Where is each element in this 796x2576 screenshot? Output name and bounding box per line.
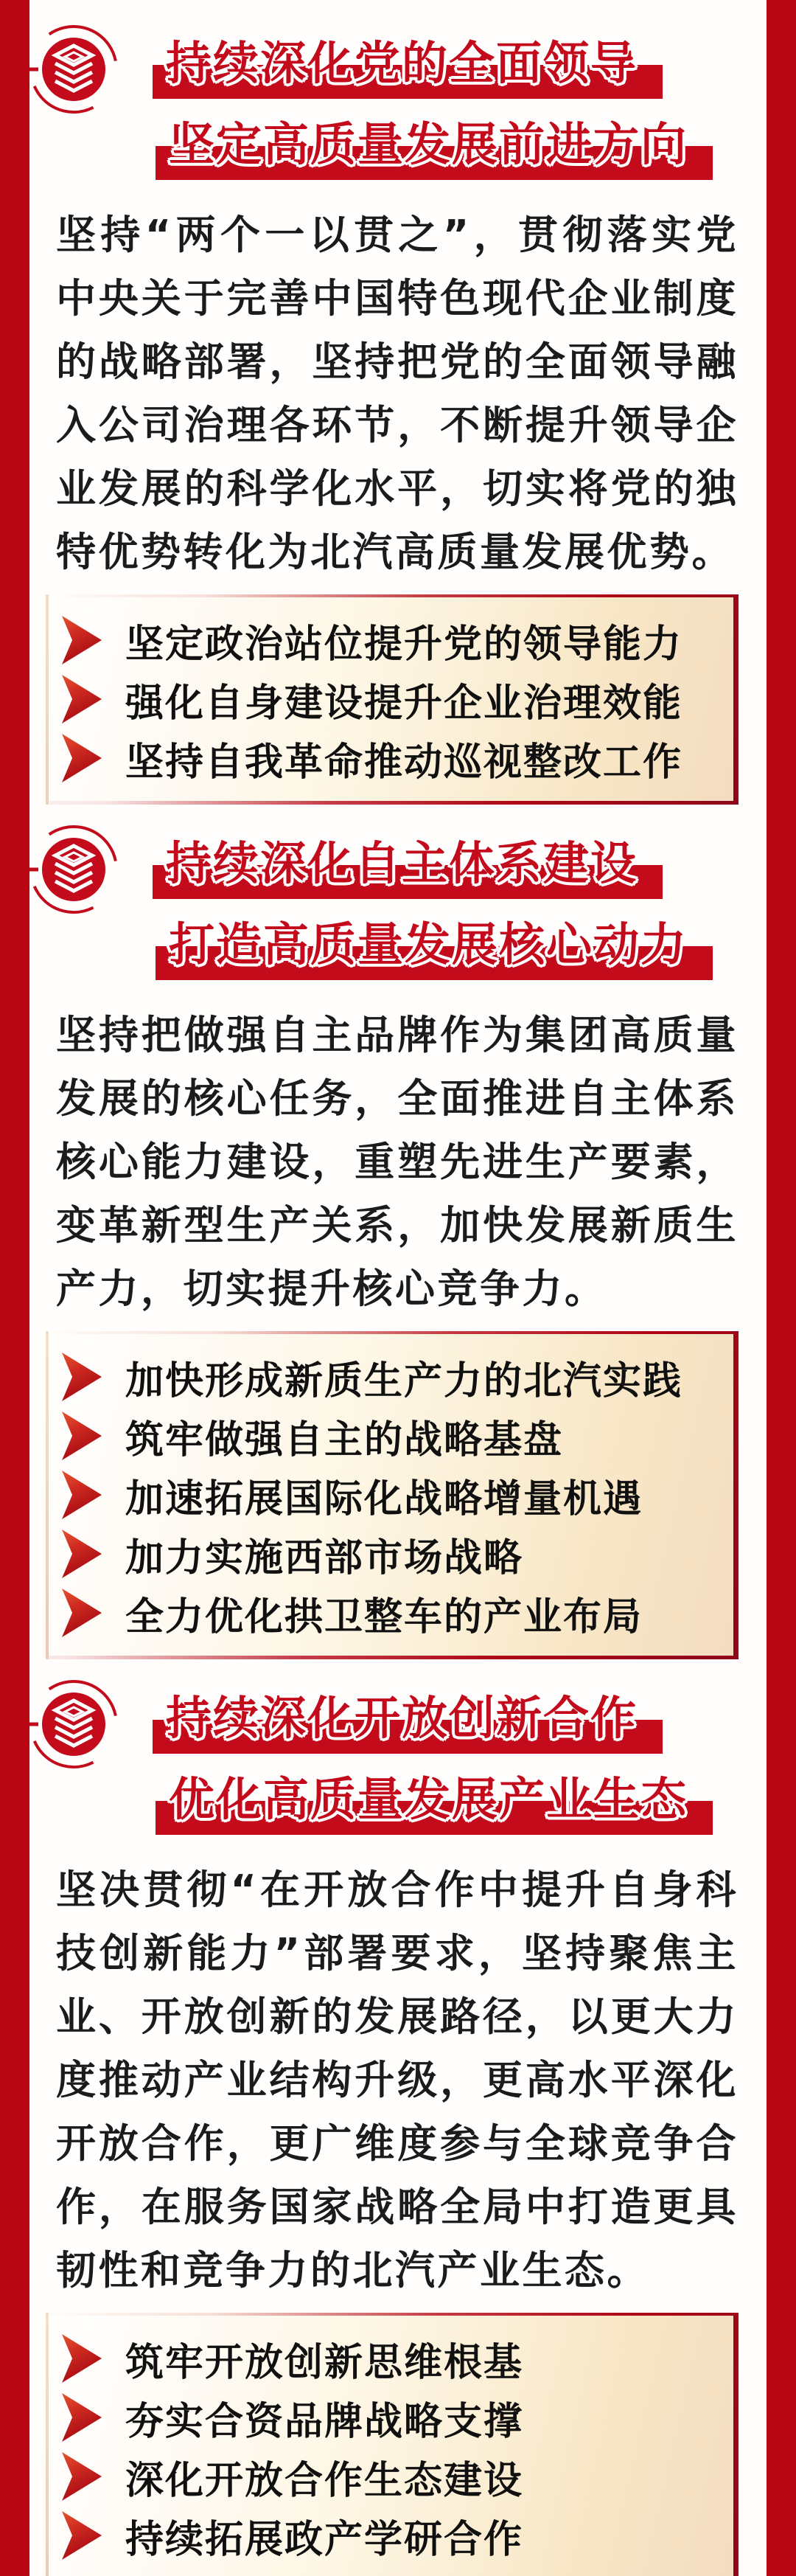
list-item [53, 2329, 726, 2388]
bullet-list-box [46, 2313, 739, 2576]
section-title-line2 [169, 1770, 688, 1829]
arrow-right-icon [62, 1589, 102, 1637]
arrow-right-icon [62, 2452, 102, 2501]
list-item [53, 670, 726, 729]
list-item-text: 坚持自我革命推动巡视整改工作 [125, 740, 683, 785]
section-title-text: 优化高质量发展产业生态 [169, 1772, 688, 1826]
list-item-text: 筑牢开放创新思维根基 [125, 2340, 524, 2385]
layers-badge-icon [27, 24, 124, 122]
section-paragraph: 坚决贯彻“在开放合作中提升自身科技创新能力”部署要求，坚持聚焦主业、开放创新的发展路径，以更大力度推动产业结构升级，更高水平深化开放合作，更广维度参与全球竞争合作，在服务国家战略全局中打造更具韧性和竞争力的北汽产业生态。 [56, 1867, 739, 2294]
section-independent-system [29, 834, 767, 1659]
section-title-line2 [169, 115, 688, 174]
list-item [53, 1583, 726, 1642]
content-column [29, 0, 767, 2576]
list-item-text: 强化自身建设提升企业治理效能 [125, 681, 683, 726]
section-party-leadership [29, 34, 767, 805]
section-title-line1 [166, 834, 638, 893]
section-paragraph: 坚持“两个一以贯之”，贯彻落实党中央关于完善中国特色现代企业制度的战略部署，坚持把党的全面领导融入公司治理各环节，不断提升领导企业发展的科学化水平，切实将党的独特优势转化为北汽高质量发展优势。 [56, 212, 739, 575]
arrow-right-icon [62, 1353, 102, 1401]
arrow-right-icon [62, 2393, 102, 2442]
right-edge-band [767, 0, 796, 2576]
layers-badge-icon [27, 1678, 124, 1777]
section-header [29, 1689, 767, 1829]
arrow-right-icon [62, 2334, 102, 2383]
list-item-text: 加力实施西部市场战略 [125, 1535, 524, 1580]
section-title-line2 [169, 915, 688, 974]
list-item-text: 深化开放合作生态建设 [125, 2458, 524, 2503]
arrow-right-icon [62, 734, 102, 782]
layers-badge-icon [27, 824, 124, 923]
section-paragraph: 坚持把做强自主品牌作为集团高质量发展的核心任务，全面推进自主体系核心能力建设，重塑先进生产要素，变革新型生产关系，加快发展新质生产力，切实提升核心竞争力。 [56, 1012, 739, 1312]
list-item-text: 全力优化拱卫整车的产业布局 [125, 1594, 643, 1639]
arrow-right-icon [62, 1412, 102, 1460]
list-item [53, 2506, 726, 2565]
list-item-text: 持续拓展政产学研合作 [125, 2517, 524, 2562]
section-title-line1 [166, 1689, 638, 1748]
section-title-text: 打造高质量发展核心动力 [169, 917, 688, 971]
section-header [29, 834, 767, 974]
bullet-list-box [46, 1331, 739, 1659]
list-item [53, 611, 726, 670]
arrow-right-icon [62, 616, 102, 664]
list-item [53, 2447, 726, 2506]
list-item [53, 729, 726, 788]
list-item-text: 加速拓展国际化战略增量机遇 [125, 1476, 643, 1521]
bullet-list-box [46, 594, 739, 805]
section-open-innovation [29, 1689, 767, 2576]
section-title-text: 持续深化自主体系建设 [166, 836, 638, 890]
left-edge-band [0, 0, 29, 2576]
section-title-text: 坚定高质量发展前进方向 [169, 117, 688, 171]
arrow-right-icon [62, 1471, 102, 1519]
section-title-text: 持续深化开放创新合作 [166, 1691, 638, 1745]
list-item [53, 2388, 726, 2447]
list-item [53, 1524, 726, 1583]
list-item [53, 1347, 726, 1406]
list-item-text: 筑牢做强自主的战略基盘 [125, 1417, 564, 1462]
section-header [29, 34, 767, 174]
arrow-right-icon [62, 1530, 102, 1578]
list-item [53, 1465, 726, 1524]
list-item-text: 夯实合资品牌战略支撑 [125, 2399, 524, 2444]
section-title-line1 [166, 34, 638, 93]
list-item-text: 坚定政治站位提升党的领导能力 [125, 622, 683, 667]
list-item-text: 加快形成新质生产力的北汽实践 [125, 1358, 683, 1403]
list-item [53, 1406, 726, 1465]
section-title-text: 持续深化党的全面领导 [166, 36, 638, 90]
arrow-right-icon [62, 2511, 102, 2560]
arrow-right-icon [62, 675, 102, 723]
